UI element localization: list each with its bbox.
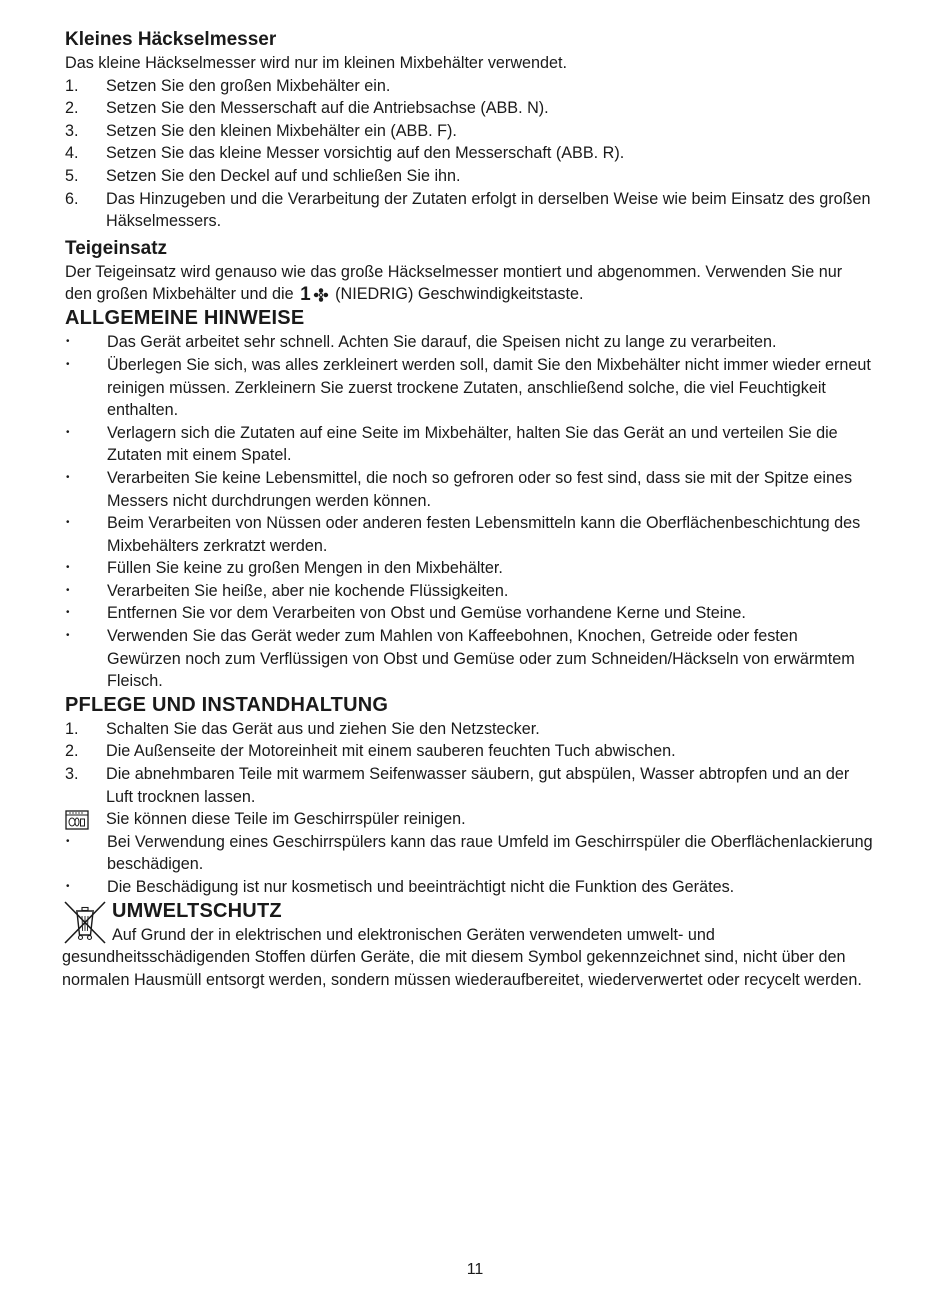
list-item [65, 763, 873, 808]
environment-text-rest: gesundheitsschädigenden Stoffen dürfen Geräte, die mit diesem Symbol gekennzeichnet sind, nicht über den normalen Hausmüll entsorgt werden, sondern müssen wiederaufbereitet, wiederverwertet oder recycelt werden. [62, 948, 862, 989]
list-item [65, 718, 873, 741]
list-item [65, 831, 873, 876]
step-text: Schalten Sie das Gerät aus und ziehen Sie den Netzstecker. [106, 719, 540, 738]
bullet: • [66, 471, 70, 483]
list-item [65, 740, 873, 763]
section-title-general-notes: ALLGEMEINE HINWEISE [65, 307, 305, 330]
step-number: 3. [65, 121, 79, 140]
section-title-care-maintenance: PFLEGE UND INSTANDHALTUNG [65, 693, 389, 716]
step-number: 1. [65, 719, 79, 738]
bullet: • [66, 630, 70, 642]
fan-icon [313, 288, 329, 302]
care-steps-list [65, 718, 873, 899]
step-number: 2. [65, 99, 79, 118]
environment-section [65, 899, 873, 947]
step-text: Setzen Sie das kleine Messer vorsichtig auf den Messerschaft (ABB. R). [106, 144, 625, 163]
note-text: Verarbeiten Sie heiße, aber nie kochende Flüssigkeiten. [107, 581, 509, 600]
section-title-small-chopper: Kleines Häckselmesser [65, 29, 277, 50]
list-item [65, 467, 873, 512]
note-text: Bei Verwendung eines Geschirrspülers kann das raue Umfeld im Geschirrspüler die Oberflächenlackierung beschädigen. [107, 832, 873, 874]
step-number: 6. [65, 189, 79, 208]
list-item [65, 354, 873, 422]
list-item [65, 188, 873, 233]
list-item [65, 876, 873, 899]
step-number: 2. [65, 742, 79, 761]
step-text: Das Hinzugeben und die Verarbeitung der Zutaten erfolgt in derselben Weise wie beim Einsatz des großen Häkselmessers. [106, 189, 871, 231]
bullet: • [66, 517, 70, 529]
dough-tool-text [65, 261, 873, 307]
manual-page [62, 28, 873, 991]
note-text: Verwenden Sie das Gerät weder zum Mahlen von Kaffeebohnen, Knochen, Getreide oder festen Gewürzen noch zum Verflüssigen von Obst und Gemüse oder zum Schneiden/Häckseln von erwärmtem Fleisch. [107, 627, 855, 691]
bullet: • [66, 881, 70, 893]
list-item [65, 422, 873, 467]
dough-text-after: (NIEDRIG) Geschwindigkeitstaste. [335, 285, 584, 304]
bullet: • [66, 562, 70, 574]
note-text: Das Gerät arbeitet sehr schnell. Achten Sie darauf, die Speisen nicht zu lange zu verarbeiten. [107, 333, 777, 352]
dough-text-before: Der Teigeinsatz wird genauso wie das große Häckselmesser montiert und abgenommen. Verwenden Sie nur den großen Mixbehälter und die [65, 262, 843, 304]
list-item [65, 75, 873, 98]
step-number: 1. [65, 76, 79, 95]
step-text: Die Außenseite der Motoreinheit mit einem sauberen feuchten Tuch abwischen. [106, 742, 676, 761]
note-text: Die Beschädigung ist nur kosmetisch und beeinträchtigt nicht die Funktion des Gerätes. [107, 878, 735, 897]
step-number: 3. [65, 765, 79, 784]
step-number: 4. [65, 144, 79, 163]
bullet: • [66, 584, 70, 596]
general-notes-list [65, 331, 873, 693]
list-item [65, 331, 873, 354]
bullet: • [66, 336, 70, 348]
list-item [65, 120, 873, 143]
section-title-dough-tool: Teigeinsatz [65, 237, 168, 259]
dishwasher-note: Sie können diese Teile im Geschirrspüler reinigen. [106, 810, 466, 829]
list-item [65, 512, 873, 557]
step-text: Setzen Sie den großen Mixbehälter ein. [106, 76, 391, 95]
bullet: • [66, 358, 70, 370]
step-number: 5. [65, 166, 79, 185]
note-text: Verlagern sich die Zutaten auf eine Seite im Mixbehälter, halten Sie das Gerät an und verteilen Sie die Zutaten mit einem Spatel. [107, 423, 838, 465]
step-text: Setzen Sie den Deckel auf und schließen Sie ihn. [106, 166, 461, 185]
steps-list-small-chopper [65, 75, 873, 233]
section-title-environment: UMWELTSCHUTZ [112, 899, 282, 922]
note-text: Verarbeiten Sie keine Lebensmittel, die noch so gefroren oder so fest sind, dass sie mit der Spitze eines Messers nicht durchdrungen werden können. [107, 468, 853, 510]
bullet: • [66, 835, 70, 847]
note-text: Entfernen Sie vor dem Verarbeiten von Obst und Gemüse vorhandene Kerne und Steine. [107, 604, 746, 623]
list-item [65, 602, 873, 625]
bullet: • [66, 607, 70, 619]
list-item [65, 580, 873, 603]
step-text: Die abnehmbaren Teile mit warmem Seifenwasser säubern, gut abspülen, Wasser abtropfen und an der Luft trocknen lassen. [106, 765, 850, 806]
list-item [65, 808, 873, 831]
list-item [65, 97, 873, 120]
list-item [65, 142, 873, 165]
section-intro: Das kleine Häckselmesser wird nur im kleinen Mixbehälter verwendet. [65, 54, 568, 72]
list-item [65, 557, 873, 580]
note-text: Überlegen Sie sich, was alles zerkleinert werden soll, damit Sie den Mixbehälter nicht immer wieder erneut reinigen müssen. Zerkleinern Sie zuerst trockene Zutaten, anschließend solche, die viel Feuchtigkeit enthalten. [107, 355, 871, 420]
bullet: • [66, 426, 70, 438]
note-text: Füllen Sie keine zu großen Mengen in den Mixbehälter. [107, 559, 503, 578]
page-number: 11 [466, 1261, 484, 1278]
note-text: Beim Verarbeiten von Nüssen oder anderen festen Lebensmitteln kann die Oberflächenbeschichtung des Mixbehälters zerkratzt werden. [107, 514, 861, 555]
step-text: Setzen Sie den Messerschaft auf die Antriebsachse (ABB. N). [106, 99, 549, 118]
speed-digit: 1 [300, 283, 311, 305]
list-item [65, 625, 873, 693]
list-item [65, 165, 873, 188]
dishwasher-icon [65, 808, 106, 831]
environment-text-first: Auf Grund der in elektrischen und elektronischen Geräten verwendeten umwelt- und [112, 925, 715, 944]
crossed-bin-icon [63, 899, 107, 945]
speed-button-symbol [300, 284, 329, 307]
step-text: Setzen Sie den kleinen Mixbehälter ein (ABB. F). [106, 121, 457, 140]
